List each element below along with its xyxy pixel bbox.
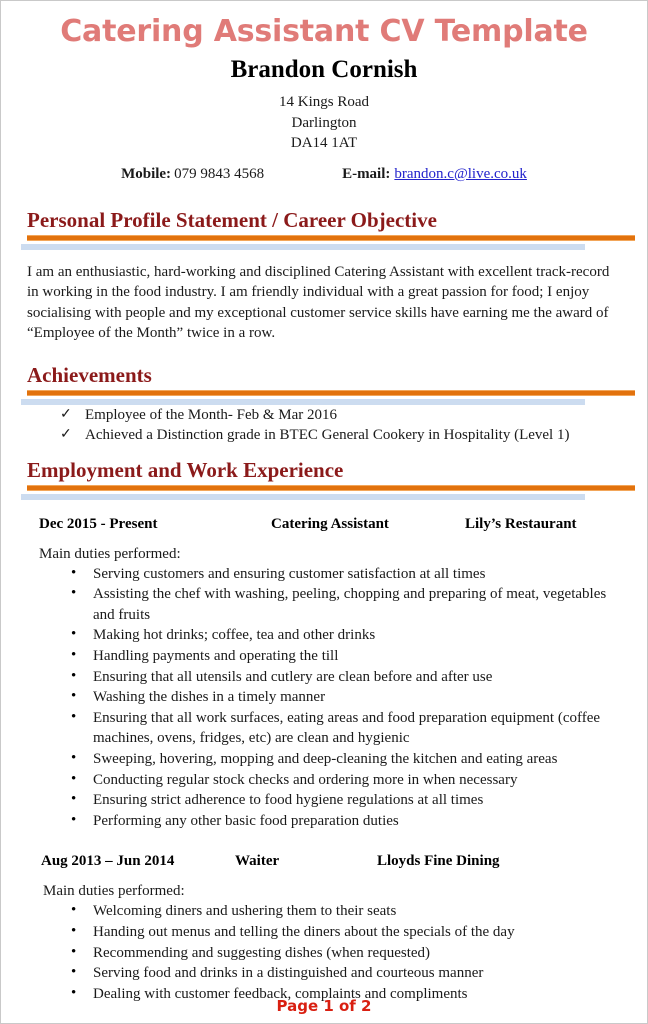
contact-row bbox=[13, 166, 635, 183]
divider-orange bbox=[27, 390, 635, 396]
duty-text: Washing the dishes in a timely manner bbox=[93, 689, 326, 706]
job-dates: Aug 2013 – Jun 2014 bbox=[41, 853, 175, 870]
bullet-icon: • bbox=[71, 984, 77, 1001]
achievement-text: Employee of the Month- Feb & Mar 2016 bbox=[85, 406, 338, 423]
section-heading-profile: Personal Profile Statement / Career Objective bbox=[27, 207, 437, 232]
duties-label: Main duties performed: bbox=[39, 545, 181, 562]
address-line-3: DA14 1AT bbox=[290, 135, 358, 151]
duty-text: Ensuring that all work surfaces, eating areas and food preparation equipment (coffee machines, ovens, fridges, etc) are clean and hygienic bbox=[93, 709, 601, 747]
address-block bbox=[13, 92, 635, 154]
page-title: Catering Assistant CV Template bbox=[60, 14, 588, 49]
list-item bbox=[13, 646, 635, 667]
job-entry bbox=[13, 853, 635, 1004]
job-header bbox=[13, 853, 635, 873]
bullet-icon: • bbox=[71, 564, 77, 581]
list-item bbox=[13, 901, 635, 922]
job-role: Waiter bbox=[235, 853, 280, 870]
divider-orange bbox=[27, 485, 635, 491]
divider-blue bbox=[21, 494, 585, 500]
email-field bbox=[342, 166, 527, 183]
duties-list bbox=[13, 564, 635, 832]
address-line-2: Darlington bbox=[291, 114, 357, 131]
list-item bbox=[13, 687, 635, 708]
section-employment bbox=[13, 459, 635, 1005]
divider-blue bbox=[21, 244, 585, 250]
achievement-text: Achieved a Distinction grade in BTEC General Cookery in Hospitality (Level 1) bbox=[85, 426, 570, 443]
duty-text: Handling payments and operating the till bbox=[93, 648, 339, 665]
duties-list bbox=[13, 901, 635, 1004]
list-item bbox=[13, 963, 635, 984]
bullet-icon: • bbox=[71, 688, 77, 705]
duty-text: Serving food and drinks in a distinguished and courteous manner bbox=[93, 965, 484, 982]
email-link[interactable]: brandon.c@live.co.uk bbox=[394, 165, 527, 182]
job-entry bbox=[13, 516, 635, 832]
divider-orange bbox=[27, 235, 635, 241]
list-item bbox=[13, 405, 635, 425]
duty-text: Assisting the chef with washing, peeling, chopping and preparing of meat, vegetables and fruits bbox=[93, 586, 607, 623]
page-number-footer: Page 1 of 2 bbox=[276, 997, 372, 1015]
bullet-icon: • bbox=[71, 964, 77, 981]
duty-text: Dealing with customer feedback, complaints and compliments bbox=[93, 985, 468, 1002]
list-item bbox=[13, 708, 635, 749]
achievements-list bbox=[13, 405, 635, 445]
job-organisation: Lloyds Fine Dining bbox=[377, 853, 500, 870]
section-achievements bbox=[13, 364, 635, 445]
bullet-icon: • bbox=[71, 667, 77, 684]
duty-text: Ensuring strict adherence to food hygiene regulations at all times bbox=[93, 792, 484, 809]
duty-text: Sweeping, hovering, mopping and deep-cleaning the kitchen and eating areas bbox=[93, 750, 558, 767]
list-item bbox=[13, 811, 635, 832]
profile-statement-text: I am an enthusiastic, hard-working and disciplined Catering Assistant with excellent track-record in working in the food industry. I am friendly individual with a great passion for food; I enjoy socialising with people and my exceptional customer service skills have earning me the award of “Employee of the Month” twice in a row. bbox=[27, 263, 610, 342]
duty-text: Performing any other basic food preparation duties bbox=[93, 812, 399, 829]
list-item bbox=[13, 790, 635, 811]
mobile-field bbox=[121, 166, 264, 183]
duties-label: Main duties performed: bbox=[43, 883, 185, 900]
address-line-1: 14 Kings Road bbox=[279, 94, 369, 110]
job-role: Catering Assistant bbox=[271, 515, 389, 532]
email-label: E-mail: bbox=[342, 165, 391, 182]
list-item bbox=[13, 943, 635, 964]
section-personal-profile bbox=[13, 209, 635, 344]
bullet-icon: • bbox=[71, 943, 77, 960]
list-item bbox=[13, 770, 635, 791]
duty-text: Handing out menus and telling the diners about the specials of the day bbox=[93, 923, 515, 940]
bullet-icon: • bbox=[71, 791, 77, 808]
bullet-icon: • bbox=[71, 770, 77, 787]
job-dates: Dec 2015 - Present bbox=[39, 515, 158, 532]
check-icon: ✓ bbox=[60, 406, 72, 422]
duty-text: Serving customers and ensuring customer satisfaction at all times bbox=[93, 565, 486, 582]
mobile-label: Mobile: bbox=[121, 165, 172, 182]
bullet-icon: • bbox=[71, 585, 77, 602]
duty-text: Making hot drinks; coffee, tea and other drinks bbox=[93, 627, 376, 644]
bullet-icon: • bbox=[71, 749, 77, 766]
list-item bbox=[13, 749, 635, 770]
section-heading-achievements: Achievements bbox=[27, 362, 152, 387]
duty-text: Welcoming diners and ushering them to their seats bbox=[93, 903, 397, 920]
mobile-value: 079 9843 4568 bbox=[174, 165, 265, 182]
duty-text: Conducting regular stock checks and ordering more in when necessary bbox=[93, 771, 518, 788]
list-item bbox=[13, 625, 635, 646]
bullet-icon: • bbox=[71, 626, 77, 643]
job-header bbox=[13, 516, 635, 536]
cv-content bbox=[1, 14, 647, 1004]
bullet-icon: • bbox=[71, 922, 77, 939]
list-item bbox=[13, 584, 635, 625]
bullet-icon: • bbox=[71, 902, 77, 919]
list-item bbox=[13, 425, 635, 445]
duty-text: Recommending and suggesting dishes (when requested) bbox=[93, 944, 431, 961]
section-heading-employment: Employment and Work Experience bbox=[27, 457, 344, 482]
bullet-icon: • bbox=[71, 811, 77, 828]
check-icon: ✓ bbox=[60, 426, 72, 442]
candidate-name: Brandon Cornish bbox=[230, 56, 418, 83]
duty-text: Ensuring that all utensils and cutlery are clean before and after use bbox=[93, 668, 493, 685]
list-item bbox=[13, 922, 635, 943]
bullet-icon: • bbox=[71, 708, 77, 725]
job-organisation: Lily’s Restaurant bbox=[465, 515, 577, 532]
list-item bbox=[13, 564, 635, 585]
bullet-icon: • bbox=[71, 647, 77, 664]
list-item bbox=[13, 667, 635, 688]
